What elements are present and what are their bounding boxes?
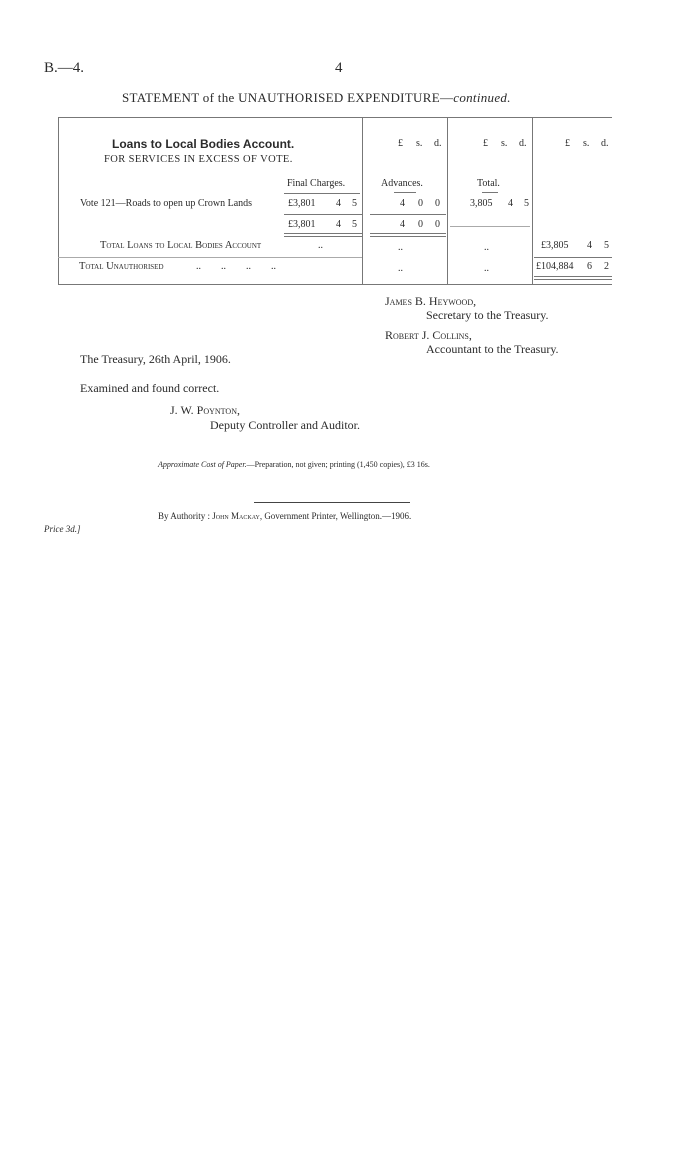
advances-sum-rule: [370, 214, 446, 215]
examined-note: Examined and found correct.: [80, 381, 220, 395]
table-top-rule: [58, 117, 612, 118]
unauthorised-total-leaders: .. .. .. ..: [196, 261, 276, 272]
unauthorised-total-advances-leaders: ..: [398, 263, 403, 274]
column-heading-total: Total.: [477, 178, 500, 189]
footer-rule: [254, 502, 410, 503]
cost-of-paper-note: [158, 460, 430, 469]
vote-row-label: Vote 121—Roads to open up Crown Lands: [80, 198, 253, 209]
signatory-2-name: Robert J. Collins,: [385, 328, 472, 342]
authority-suffix: , Government Printer, Wellington.—1906.: [259, 511, 412, 521]
advances-heading-rule: [394, 192, 416, 193]
column-rule-1: [362, 117, 363, 285]
account-total-leaders: ..: [318, 240, 323, 251]
final-charges-double-rule-a: [284, 233, 362, 234]
signatory-1-title: Secretary to the Treasury.: [426, 308, 549, 322]
account-total-total-leaders: ..: [484, 242, 489, 253]
document-reference: B.—4.: [44, 60, 85, 76]
date-line: The Treasury, 26th April, 1906.: [80, 352, 231, 366]
cost-label: Approximate Cost of Paper.: [158, 460, 247, 469]
unauthorised-total-label: Total Unauthorised: [79, 261, 164, 272]
final-charges-heading-rule: [284, 193, 360, 194]
final-charges-sum-rule: [284, 214, 362, 215]
grand-total-double-rule-a: [534, 276, 612, 277]
advances-double-rule-b: [370, 236, 446, 237]
column-rule-2: [447, 117, 448, 285]
final-charges-double-rule-b: [284, 236, 362, 237]
printer-authority: [158, 511, 411, 521]
grand-total-double-rule-b: [534, 279, 612, 280]
unauthorised-total-total-leaders: ..: [484, 263, 489, 274]
page-number: 4: [335, 60, 343, 76]
total-heading-rule: [482, 192, 498, 193]
row-separator: [58, 257, 362, 258]
table-left-rule: [58, 117, 59, 285]
column-heading-final-charges: Final Charges.: [287, 178, 346, 189]
auditor-name: J. W. Poynton,: [170, 403, 240, 417]
total-column-leader-rule: [450, 226, 530, 227]
amount-column-rule: [534, 257, 612, 258]
cost-text: —Preparation, not given; printing (1,450 copies), £3 16s.: [246, 460, 430, 469]
table-bottom-rule: [58, 284, 612, 285]
column-rule-3: [532, 117, 533, 285]
authority-prefix: By Authority :: [158, 511, 213, 521]
section-title: Loans to Local Bodies Account.: [112, 137, 295, 151]
signatory-2-title: Accountant to the Treasury.: [426, 342, 559, 356]
column-heading-advances: Advances.: [381, 178, 423, 189]
page-title: [122, 90, 511, 106]
price-note: Price 3d.]: [44, 524, 81, 534]
auditor-title: Deputy Controller and Auditor.: [210, 418, 360, 432]
page-title-continued: continued.: [453, 90, 511, 105]
account-total-label: Total Loans to Local Bodies Account: [100, 240, 262, 251]
signatory-1-name: James B. Heywood,: [385, 294, 477, 308]
advances-double-rule-a: [370, 233, 446, 234]
section-subtitle: FOR SERVICES IN EXCESS OF VOTE.: [104, 154, 293, 165]
account-total-advances-leaders: ..: [398, 242, 403, 253]
page-title-main: STATEMENT of the UNAUTHORISED EXPENDITURE—: [122, 90, 454, 105]
authority-name: John Mackay: [212, 511, 260, 521]
